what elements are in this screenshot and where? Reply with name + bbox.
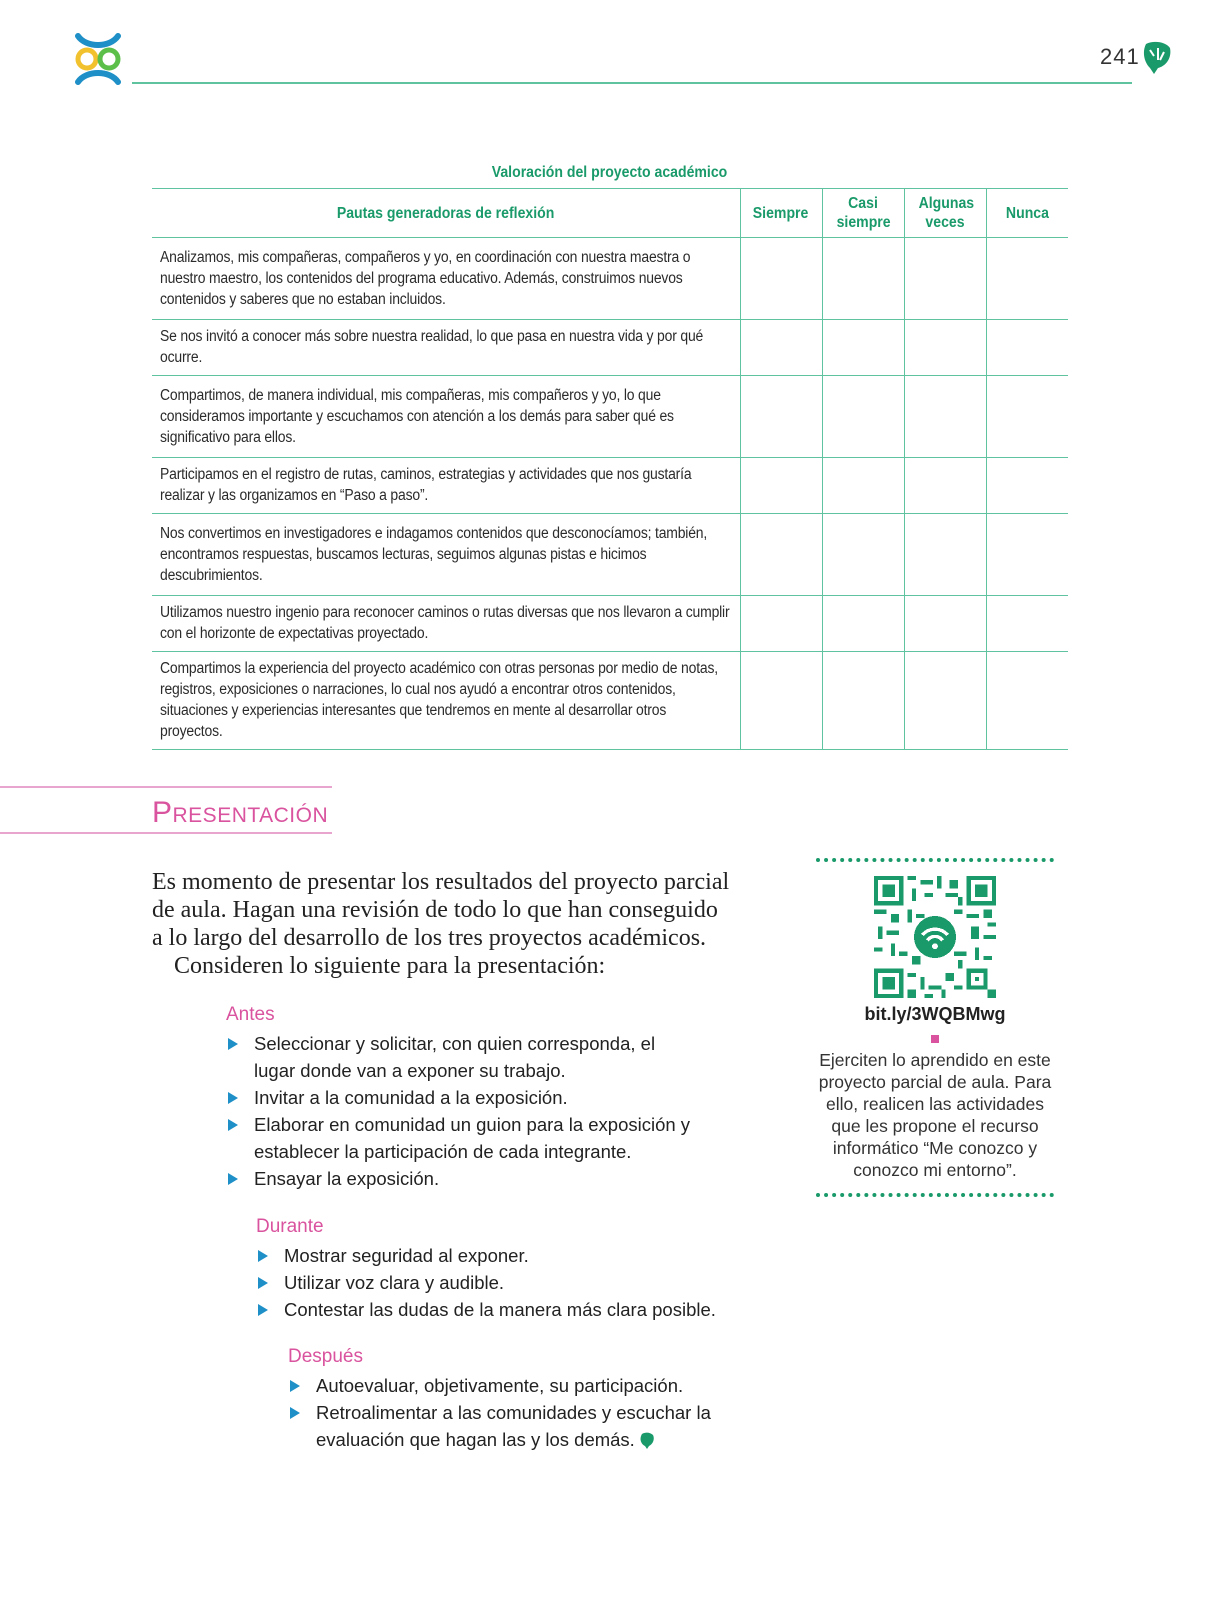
checkbox-cell[interactable] [986,458,1068,514]
end-leaf-icon [639,1432,655,1450]
checkbox-cell[interactable] [740,458,822,514]
checkbox-cell[interactable] [904,652,986,750]
list-item: Invitar a la comunidad a la exposición. [226,1084,696,1111]
bullet-arrow-icon [290,1380,300,1392]
checkbox-cell[interactable] [904,376,986,458]
group-title: Antes [226,1004,275,1025]
table-row [152,458,1068,514]
checkbox-cell[interactable] [904,320,986,376]
bullet-arrow-icon [258,1304,268,1316]
bullet-arrow-icon [228,1173,238,1185]
table-title: Valoración del proyecto académico [491,164,728,181]
dotted-rule-bottom [816,1193,1054,1197]
list-item: Seleccionar y solicitar, con quien corresponda, el lugar donde van a exponer su trabajo. [226,1030,696,1084]
dotted-rule-top [816,858,1054,862]
checkbox-cell[interactable] [822,514,904,596]
evaluation-table-block [152,164,1067,750]
checkbox-cell[interactable] [904,596,986,652]
list-item: Elaborar en comunidad un guion para la exposición y establecer la participación de cada integrante. [226,1111,696,1165]
qr-code-icon[interactable] [874,876,996,998]
list-item: Retroalimentar a las comunidades y escuchar la evaluación que hagan las y los demás. [288,1399,718,1453]
checkbox-cell[interactable] [740,514,822,596]
section-rule-top [0,786,332,788]
criterion-cell: Compartimos la experiencia del proyecto académico con otras personas por medio de notas, registros, exposiciones o narraciones, lo cual nos ayudó a encontrar otros contenidos, situaciones y experiencias interesantes que tendremos en mente al desarrollar otros proyectos. [152,652,740,750]
list-item: Autoevaluar, objetivamente, su participación. [288,1372,718,1399]
checkbox-cell[interactable] [822,376,904,458]
table-header-row [152,189,1068,238]
checkbox-cell[interactable] [740,238,822,320]
bullet-arrow-icon [228,1092,238,1104]
group-title: Después [288,1346,363,1367]
list-item: Utilizar voz clara y audible. [256,1269,726,1296]
checkbox-cell[interactable] [740,596,822,652]
checkbox-cell[interactable] [822,320,904,376]
criterion-cell: Se nos invitó a conocer más sobre nuestra realidad, lo que pasa en nuestra vida y por qué ocurre. [152,320,740,376]
column-header: Siempre [740,189,822,238]
green-leaf-icon [1140,40,1174,76]
checkbox-cell[interactable] [986,320,1068,376]
project-logo-icon [72,32,124,86]
checkbox-cell[interactable] [822,652,904,750]
bullet-arrow-icon [258,1250,268,1262]
checkbox-cell[interactable] [904,458,986,514]
column-header: Pautas generadoras de reflexión [152,189,740,238]
criterion-cell: Compartimos, de manera individual, mis compañeras, mis compañeros y yo, lo que consideramos importante y escuchamos con atención a los demás para saber qué es significativo para ellos. [152,376,740,458]
criterion-cell: Nos convertimos en investigadores e indagamos contenidos que desconocíamos; también, encontramos respuestas, buscamos lecturas, seguimos algunas pistas e hicimos descubrimientos. [152,514,740,596]
group-title: Durante [256,1216,324,1237]
criterion-cell: Utilizamos nuestro ingenio para reconocer caminos o rutas diversas que nos llevaron a cumplir con el horizonte de expectativas proyectado. [152,596,740,652]
section-title: Presentación [152,796,329,829]
checkbox-cell[interactable] [986,514,1068,596]
page-number: 241 [1100,44,1140,69]
group-antes [226,1004,696,1192]
checkbox-cell[interactable] [822,238,904,320]
bullet-arrow-icon [290,1407,300,1419]
table-row [152,376,1068,458]
bullet-arrow-icon [258,1277,268,1289]
pink-square-icon [931,1035,939,1043]
table-row [152,514,1068,596]
checkbox-cell[interactable] [822,596,904,652]
intro-text [152,868,732,980]
checkbox-cell[interactable] [740,376,822,458]
table-row [152,238,1068,320]
resource-link[interactable]: bit.ly/3WQBMwg [864,1004,1006,1024]
bullet-arrow-icon [228,1038,238,1050]
header-rule [132,82,1132,84]
group-durante [256,1216,726,1323]
checkbox-cell[interactable] [822,458,904,514]
list-item: Mostrar seguridad al exponer. [256,1242,726,1269]
checkbox-cell[interactable] [986,596,1068,652]
list-item: Contestar las dudas de la manera más clara posible. [256,1296,726,1323]
list-item: Ensayar la exposición. [226,1165,696,1192]
section-rule-bottom [0,832,332,834]
resource-description: Ejerciten lo aprendido en este proyecto parcial de aula. Para ello, realicen las actividades que les propone el recurso informático “Me conozco y conozco mi entorno”. [818,1050,1052,1180]
group-despues [288,1346,718,1453]
column-header: Algunas veces [904,189,986,238]
checkbox-cell[interactable] [986,376,1068,458]
bullet-arrow-icon [228,1119,238,1131]
checkbox-cell[interactable] [986,652,1068,750]
table-row [152,652,1068,750]
intro-paragraph: Es momento de presentar los resultados del proyecto parcial de aula. Hagan una revisión de todo lo que han conseguido a lo largo del desarrollo de los tres proyectos académicos. [152,869,730,951]
intro-paragraph: Consideren lo siguiente para la presentación: [174,953,606,979]
criterion-cell: Analizamos, mis compañeras, compañeros y yo, en coordinación con nuestra maestra o nuestro maestro, los contenidos del programa educativo. Además, construimos nuevos contenidos y saberes que no estaban incluidos. [152,238,740,320]
criterion-cell: Participamos en el registro de rutas, caminos, estrategias y actividades que nos gustaría realizar y las organizamos en “Paso a paso”. [152,458,740,514]
checkbox-cell[interactable] [740,652,822,750]
column-header: Casi siempre [822,189,904,238]
checkbox-cell[interactable] [740,320,822,376]
checkbox-cell[interactable] [904,238,986,320]
checkbox-cell[interactable] [986,238,1068,320]
table-row [152,320,1068,376]
column-header: Nunca [986,189,1068,238]
evaluation-table [152,188,1068,750]
table-row [152,596,1068,652]
checkbox-cell[interactable] [904,514,986,596]
sidebar-resource [816,858,1054,1197]
